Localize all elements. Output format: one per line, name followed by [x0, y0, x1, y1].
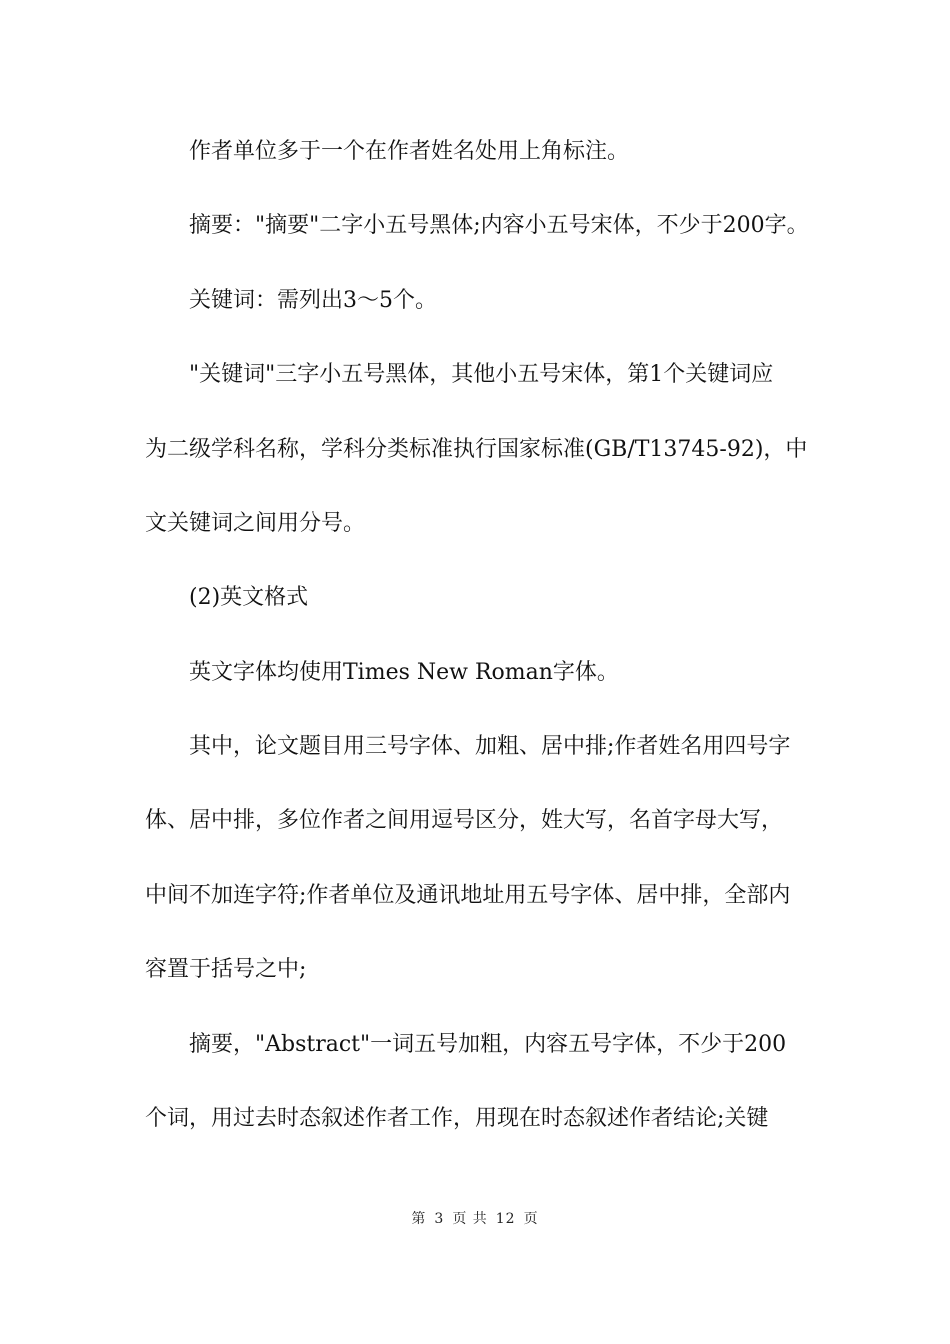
total-page-count: 12 — [495, 1211, 516, 1227]
text-line: 为二级学科名称，学科分类标准执行国家标准(GB/T13745-92)，中 — [145, 436, 808, 462]
text-line: 英文字体均使用Times New Roman字体。 — [189, 659, 619, 685]
footer-prefix: 第 — [411, 1211, 427, 1227]
paragraph-english-abstract — [145, 1026, 815, 1138]
text-line: 个词，用过去时态叙述作者工作，用现在时态叙述作者结论;关键 — [145, 1105, 769, 1131]
text-line: 中间不加连字符;作者单位及通讯地址用五号字体、居中排，全部内 — [145, 882, 791, 908]
text-line: 其中，论文题目用三号字体、加粗、居中排;作者姓名用四号字 — [189, 734, 791, 759]
text-line: 文关键词之间用分号。 — [145, 510, 366, 536]
text-line: (2)英文格式 — [189, 585, 309, 611]
text-line: 体、居中排，多位作者之间用逗号区分，姓大写，名首字母大写， — [145, 808, 784, 834]
paragraph-author-affiliation — [145, 133, 815, 170]
document-body — [145, 133, 815, 1137]
current-page-number: 3 — [434, 1211, 445, 1227]
section-heading-english-format — [145, 579, 815, 616]
text-line: 作者单位多于一个在作者姓名处用上角标注。 — [189, 139, 630, 164]
paragraph-abstract-format — [145, 207, 815, 244]
paragraph-english-title-author — [145, 728, 815, 988]
text-line: "关键词"三字小五号黑体，其他小五号宋体，第1个关键词应 — [189, 362, 774, 388]
text-line: 摘要，"Abstract"一词五号加粗，内容五号字体，不少于200 — [189, 1031, 787, 1057]
paragraph-keywords-count — [145, 282, 815, 319]
text-line: 容置于括号之中; — [145, 957, 307, 983]
paragraph-english-font — [145, 654, 815, 691]
footer-middle: 页 共 — [452, 1211, 488, 1227]
text-line: 摘要："摘要"二字小五号黑体;内容小五号宋体，不少于200字。 — [189, 213, 809, 239]
paragraph-keywords-format — [145, 356, 815, 542]
footer-suffix: 页 — [523, 1211, 539, 1227]
page-footer — [0, 1208, 950, 1228]
text-line: 关键词：需列出3～5个。 — [189, 287, 437, 313]
